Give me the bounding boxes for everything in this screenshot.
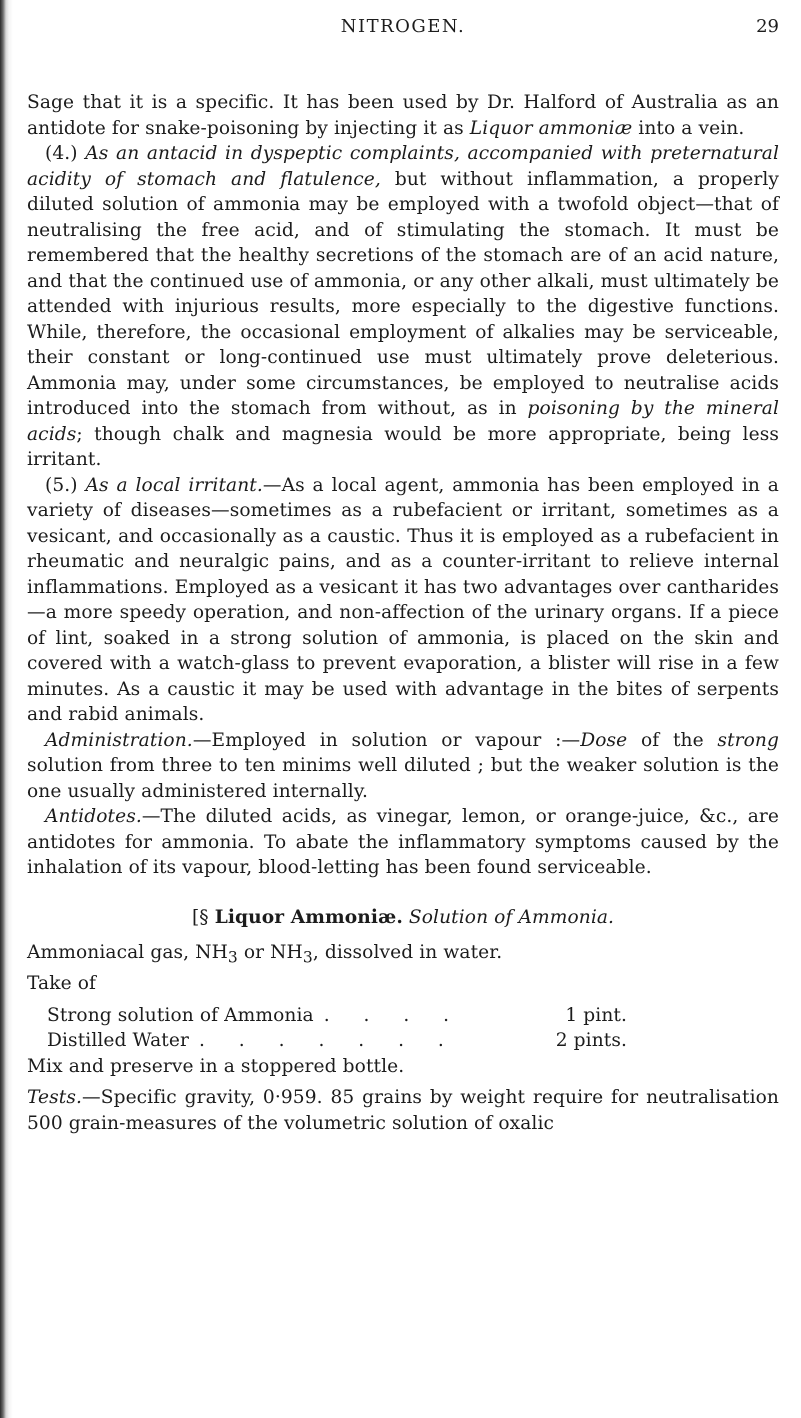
ingredient-row [27, 1003, 627, 1029]
paragraph-antacid: (4.) As an antacid in dyspeptic complaints, accompanied with preternatural acidity of stomach and flatulence, but without inflammation, a properly diluted solution of ammonia may be employed with a twofold object—that of neutralising the free acid, and of stimulating the stomach. It must be remembered that the healthy secretions of the stomach are of an acid nature, and that the continued use of ammonia, or any other alkali, must ultimately be attended with injurious results, more especially to the digestive functions. While, therefore, the occasional employment of alkalies may be serviceable, their constant or long-continued use must ultimately prove deleterious. Ammonia may, under some circumstances, be employed to neutralise acids introduced into the stomach from without, as in poisoning by the mineral acids; though chalk and magnesia would be more appropriate, being less irritant. [27, 143, 780, 470]
paragraph-local-irritant: (5.) As a local irritant.—As a local agent, ammonia has been employed in a variety of diseases—sometimes as a rubefacient or irritant, sometimes as a vesicant, and occasionally as a caustic. Thus it is employed as a rubefacient in rheumatic and neuralgic pains, and as a counter-irritant to relieve internal inflammations. Employed as a vesicant it has two advantages over cantharides—a more speedy operation, and non-affection of the urinary organs. If a piece of lint, soaked in a strong solution of ammonia, is placed on the skin and covered with a watch-glass to prevent evaporation, a blister will rise in a few minutes. As a caustic it may be used with advantage in the bites of serpents and rabid animals. [27, 474, 779, 725]
liquor-heading: [§ Liquor Ammoniæ. Solution of Ammonia. [191, 906, 615, 928]
book-page [27, 0, 779, 1136]
ingredient-name: Strong solution of Ammonia [47, 1004, 314, 1026]
ingredient-row [27, 1028, 627, 1054]
recipe-mix-instruction: Mix and preserve in a stoppered bottle. [27, 1055, 405, 1077]
running-title: NITROGEN. [340, 16, 466, 37]
recipe-take-of: Take of [27, 973, 97, 995]
ingredient-quantity: 1 pint. [565, 1004, 627, 1026]
leader-dots: . . . . . . . [198, 1030, 458, 1052]
running-header [27, 14, 779, 44]
paragraph-administration: Administration.—Employed in solution or vapour :—Dose of the strong solution from three to ten minims well diluted ; but the weaker solution is the one usually administered internally. [27, 729, 779, 802]
page-number: 29 [756, 16, 779, 37]
paragraph-snake-poisoning: Sage that it is a specific. It has been used by Dr. Halford of Australia as an antidote for snake-poisoning by injecting it as Liquor ammoniæ into a vein. [27, 92, 779, 139]
ingredient-quantity: 2 pints. [555, 1030, 627, 1052]
recipe-definition: Ammoniacal gas, $NH_3$ or $NH_3$, dissolved in water. [27, 942, 503, 967]
paragraph-antidotes: Antidotes.—The diluted acids, as vinegar, lemon, or orange-juice, &c., are antidotes for ammonia. To abate the inflammatory symptoms caused by the inhalation of its vapour, blood-letting has been found serviceable. [27, 806, 779, 878]
leader-dots: . . . . [323, 1004, 464, 1026]
book-spine-shadow [0, 0, 13, 1418]
recipe-block [27, 940, 779, 1136]
ingredient-name: Distilled Water [47, 1030, 189, 1052]
paragraph-tests: Tests.—Specific gravity, 0·959. 85 grains by weight require for neutralisation 500 grain-measures of the volumetric solution of oxalic [27, 1087, 779, 1134]
